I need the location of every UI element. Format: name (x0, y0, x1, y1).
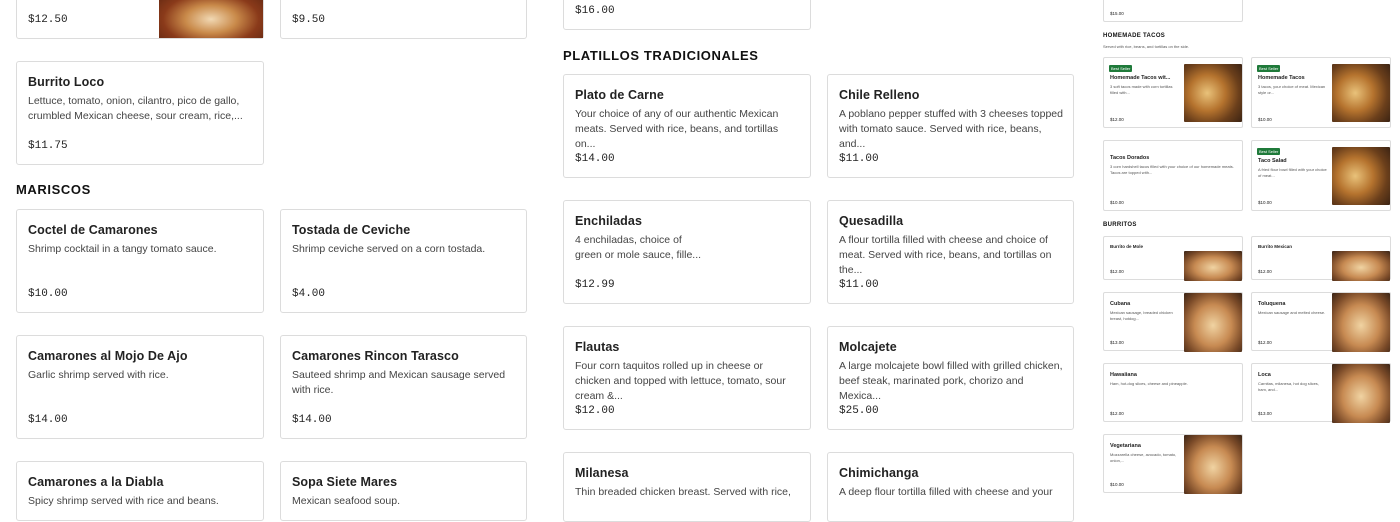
preview-section-subtitle: Served with rice, beans, and tortillas on the side. (1103, 44, 1190, 49)
item-title: Chile Relleno (839, 88, 920, 102)
item-description: Your choice of any of our authentic Mexican meats. Served with rice, beans, and tortillas on... (575, 108, 779, 150)
item-title: Enchiladas (575, 214, 642, 228)
preview-item-description: Mozzarella cheese, avocado, tomato, onion,... (1110, 452, 1177, 463)
menu-item-card[interactable] (827, 326, 1074, 430)
preview-item-price: $12.00 (1258, 340, 1272, 345)
menu-item-card[interactable] (280, 461, 527, 521)
preview-item-card[interactable] (1251, 140, 1391, 211)
item-description: Shrimp ceviche served on a corn tostada. (292, 243, 486, 255)
item-title: Burrito Loco (28, 75, 105, 89)
item-title: Camarones al Mojo De Ajo (28, 349, 188, 363)
preview-item-price: $10.00 (1258, 200, 1272, 205)
preview-item-card[interactable] (1103, 236, 1243, 280)
item-description: A large molcajete bowl filled with grilled chicken, beef steak, marinated pork, chorizo and Mexica... (839, 360, 1063, 402)
preview-item-title: Toluquena (1258, 301, 1286, 307)
preview-item-price: $13.00 (1258, 411, 1272, 416)
item-title: Chimichanga (839, 466, 919, 480)
preview-item-price: $12.00 (1258, 269, 1272, 274)
menu-item-card[interactable] (16, 461, 264, 521)
preview-section-tacos: HOMEMADE TACOS (1103, 33, 1166, 39)
preview-item-price: $10.00 (1110, 482, 1124, 487)
menu-item-card[interactable] (280, 0, 527, 39)
food-photo (1184, 64, 1242, 122)
preview-item-price: $10.00 (1258, 117, 1272, 122)
item-price: $11.00 (839, 153, 879, 165)
food-photo (1332, 64, 1390, 122)
preview-item-description: Ham, hot-dog slices, cheese and pineapple. (1110, 381, 1188, 386)
preview-item-description: Carnitas, milanesa, hot dog slices, ham, and... (1258, 381, 1319, 392)
preview-item-card[interactable] (1251, 363, 1391, 422)
preview-item-title: Homemade Tacos (1258, 75, 1305, 81)
best-seller-badge: Best Seller (1259, 66, 1279, 71)
item-title: Molcajete (839, 340, 897, 354)
preview-item-description: 3 tacos, your choice of meat. Mexican style or... (1258, 84, 1326, 95)
preview-item-card[interactable] (1103, 434, 1243, 493)
item-price: $14.00 (292, 414, 332, 426)
preview-item-title: Tacos Dorados (1110, 155, 1150, 161)
item-price: $11.75 (28, 140, 68, 152)
item-price: $10.00 (28, 288, 68, 300)
item-description: Garlic shrimp served with rice. (28, 369, 169, 381)
item-price: $11.00 (839, 279, 879, 291)
food-photo (1332, 251, 1390, 281)
preview-item-description: Mexican sausage and melted cheese. (1258, 310, 1326, 315)
preview-item-description: 3 corn hardshell tacos filled with your choice of our homemade meats. Tacos are topped with... (1110, 164, 1234, 175)
preview-item-card[interactable] (1251, 57, 1391, 128)
preview-item-card[interactable] (1103, 363, 1243, 422)
item-title: Tostada de Ceviche (292, 223, 411, 237)
item-description: A poblano pepper stuffed with 3 cheeses topped with tomato sauce. Served with rice, beans, and... (839, 108, 1063, 150)
preview-item-description: A fried flour bowl filled with your choice of meat... (1258, 167, 1327, 178)
preview-section-burritos: BURRITOS (1103, 222, 1137, 228)
preview-item-price: $12.00 (1110, 269, 1124, 274)
preview-item-price: $13.00 (1110, 340, 1124, 345)
food-photo (1184, 251, 1242, 281)
preview-item-title: Vegetariana (1110, 443, 1141, 449)
menu-item-card[interactable] (16, 61, 264, 165)
best-seller-badge: Best Seller (1259, 149, 1279, 154)
item-description: Four corn taquitos rolled up in cheese or chicken and topped with lettuce, tomato, sour cream &... (575, 360, 786, 402)
item-title: Flautas (575, 340, 620, 354)
preview-item-card[interactable] (1103, 140, 1243, 211)
preview-item-title: Loca (1258, 372, 1271, 378)
menu-item-card[interactable] (16, 335, 264, 439)
preview-item-card[interactable] (1103, 57, 1243, 128)
food-photo (159, 0, 263, 38)
preview-item-description: Mexican sausage, breaded chicken breast, hotdog... (1110, 310, 1173, 321)
section-heading-platillos: PLATILLOS TRADICIONALES (563, 48, 759, 63)
menu-item-card[interactable] (16, 209, 264, 313)
item-price: $12.50 (28, 14, 68, 26)
preview-item-card[interactable] (1103, 0, 1243, 22)
menu-item-card[interactable] (563, 74, 811, 178)
item-description: Shrimp cocktail in a tangy tomato sauce. (28, 243, 217, 255)
item-description: 4 enchiladas, choice of green or mole sauce, fille... (575, 234, 702, 261)
menu-item-card[interactable] (16, 0, 264, 39)
item-description: Thin breaded chicken breast. Served with rice, (575, 486, 791, 498)
preview-item-card[interactable] (1251, 236, 1391, 280)
item-price: $9.50 (292, 14, 326, 26)
food-photo (1184, 293, 1242, 352)
menu-item-card[interactable] (280, 209, 527, 313)
item-title: Plato de Carne (575, 88, 664, 102)
food-photo (1332, 293, 1390, 352)
item-title: Sopa Siete Mares (292, 475, 398, 489)
menu-preview-panel (1103, 0, 1393, 500)
best-seller-badge: Best Seller (1111, 66, 1131, 71)
menu-item-card[interactable] (827, 200, 1074, 304)
preview-item-price: $12.00 (1110, 411, 1124, 416)
preview-item-title: Homemade Tacos wit... (1110, 75, 1171, 81)
item-description: A deep flour tortilla filled with cheese and your (839, 486, 1053, 498)
item-description: Lettuce, tomato, onion, cilantro, pico de gallo, crumbled Mexican cheese, sour cream, rice,... (28, 95, 243, 122)
preview-item-title: Cubana (1110, 301, 1131, 307)
food-photo (1184, 435, 1242, 494)
menu-item-card[interactable] (563, 0, 811, 30)
menu-item-card[interactable] (563, 452, 811, 522)
menu-item-card[interactable] (827, 452, 1074, 522)
preview-item-price: $15.00 (1110, 11, 1124, 16)
item-price: $4.00 (292, 288, 326, 300)
item-description: A flour tortilla filled with cheese and choice of meat. Served with rice, beans, and tortillas on the... (839, 234, 1052, 276)
item-description: Mexican seafood soup. (292, 495, 400, 507)
preview-item-title: Burrito Mexican (1258, 244, 1293, 249)
section-heading-mariscos: MARISCOS (16, 182, 91, 197)
food-photo (1332, 147, 1390, 205)
preview-item-title: Taco Salad (1258, 158, 1287, 164)
item-price: $14.00 (28, 414, 68, 426)
item-description: Spicy shrimp served with rice and beans. (28, 495, 219, 507)
preview-item-price: $12.00 (1110, 117, 1124, 122)
menu-item-card[interactable] (827, 74, 1074, 178)
item-title: Milanesa (575, 466, 629, 480)
item-title: Camarones Rincon Tarasco (292, 349, 459, 363)
preview-item-description: 3 soft tacos made with corn tortillas filled with... (1110, 84, 1173, 95)
preview-item-title: Burrito de Mole (1110, 244, 1144, 249)
food-photo (1332, 364, 1390, 423)
menu-item-card[interactable] (563, 326, 811, 430)
item-price: $14.00 (575, 153, 615, 165)
item-title: Quesadilla (839, 214, 904, 228)
menu-item-card[interactable] (280, 335, 527, 439)
item-description: Sauteed shrimp and Mexican sausage served with rice. (292, 369, 506, 396)
item-title: Coctel de Camarones (28, 223, 158, 237)
preview-item-title: Hawaiiana (1110, 372, 1137, 378)
item-price: $25.00 (839, 405, 879, 417)
item-price: $12.99 (575, 279, 615, 291)
item-title: Camarones a la Diabla (28, 475, 164, 489)
item-price: $12.00 (575, 405, 615, 417)
menu-item-card[interactable] (563, 200, 811, 304)
item-price: $16.00 (575, 5, 615, 17)
preview-item-card[interactable] (1251, 292, 1391, 351)
preview-item-card[interactable] (1103, 292, 1243, 351)
preview-item-price: $10.00 (1110, 200, 1124, 205)
